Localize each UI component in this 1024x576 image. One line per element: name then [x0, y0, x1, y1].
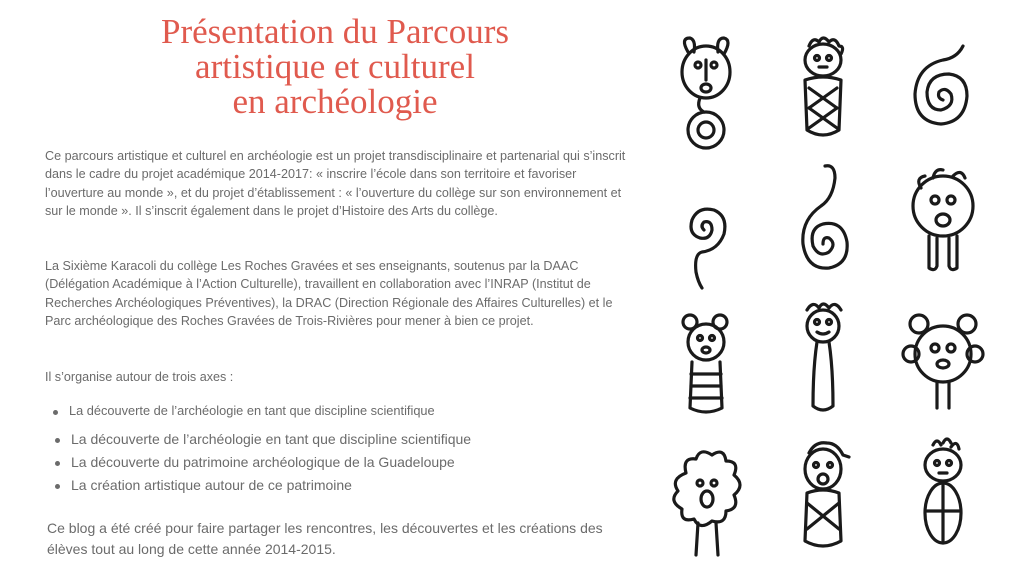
- petroglyph-tall-figure: [773, 298, 873, 423]
- list-item: La découverte de l’archéologie en tant que discipline scientifique: [52, 428, 471, 451]
- petroglyph-sun-face: [893, 298, 993, 423]
- title-line-1: Présentation du Parcours: [161, 12, 509, 51]
- petroglyph-swaddled-figure: [773, 30, 873, 155]
- petroglyph-bear-face: [656, 308, 756, 433]
- title-line-2: artistique et culturel: [195, 47, 475, 86]
- axes-intro: Il s’organise autour de trois axes :: [45, 370, 234, 384]
- list-item: La création artistique autour de ce patrimoine: [52, 474, 471, 497]
- petroglyph-swaddled-face: [773, 433, 873, 558]
- petroglyph-spiral: [893, 30, 993, 155]
- petroglyph-face-figure: [656, 30, 756, 155]
- partners-paragraph: La Sixième Karacoli du collège Les Roches Gravées et ses enseignants, soutenus par la DAAC (Délégation Académique à l’Action Culturelle), travaillent en collaboration avec l’INRAP (Institut de Recherches Archéologiques Préventives), la DRAC (Direction Régionale des Affaires Culturelles) et le Parc archéologique des Roches Gravées de Trois-Rivières pour mener à bien ce projet.: [45, 259, 613, 328]
- petroglyph-round-face-legs: [893, 158, 993, 283]
- closing-paragraph: Ce blog a été créé pour faire partager les rencontres, les découvertes et les créations des élèves tout au long de cette année 2014-2015.: [47, 520, 603, 557]
- title-line-3: en archéologie: [232, 82, 438, 121]
- axes-list-small: [50, 402, 435, 420]
- list-item: La découverte de l’archéologie en tant que discipline scientifique: [50, 402, 435, 420]
- page-title: [40, 14, 630, 119]
- petroglyph-spiral-small: [656, 168, 756, 293]
- petroglyph-crowned-figure: [893, 433, 993, 558]
- petroglyph-gallery: [648, 18, 998, 568]
- intro-paragraph: Ce parcours artistique et culturel en archéologie est un projet transdisciplinaire et partenarial qui s’inscrit dans le cadre du projet académique 2014-2017: « inscrire l’école dans son territoire et favoriser l’ouverture au monde », et du projet d’établissement : « l’ouverture du collège sur son environnement et sur le monde ». Il s’inscrit également dans le projet d’Histoire des Arts du collège.: [45, 149, 626, 218]
- petroglyph-flower-face: [656, 443, 756, 568]
- list-item: La découverte du patrimoine archéologique de la Guadeloupe: [52, 451, 471, 474]
- petroglyph-spiral-tail: [773, 158, 873, 283]
- axes-list: [52, 428, 471, 497]
